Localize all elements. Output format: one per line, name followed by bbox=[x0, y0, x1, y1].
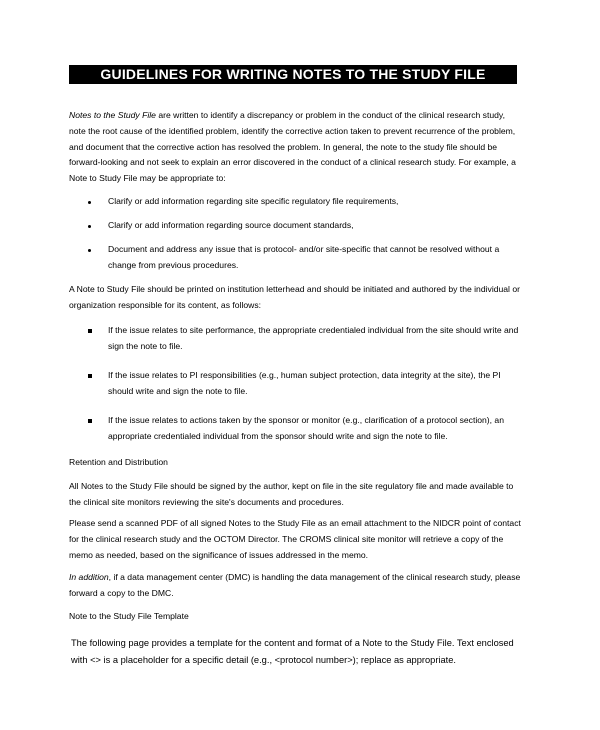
bullet-square-icon bbox=[88, 323, 100, 339]
document-page: GUIDELINES FOR WRITING NOTES TO THE STUDY FILE Notes to the Study File are written to identify a discrepancy or problem in the conduct of the clinical research study, note the root cause of the identified problem, identify the corrective action taken to prevent recurrence of the problem, and document that the corrective action has resolved the problem. In general, the note to the study file should be forward-looking and not seek to explain an error discovered in the conduct of a clinical research study. For example, a Note to Study File may be appropriate to: Clarify or add information regarding site specific regulatory file requirements, Clarify or add information regarding source document standards, Document and address any issue that is protocol- and/or site-specific that cannot be resolved without a change from previous procedures. A Note to Study File should be printed on institution letterhead and should be initiated and authored by the individual or organization responsible for its content, as follows: If the issue relates to site performance, the appropriate credentialed individual from the site should write and sign the note to file. If the issue relates to PI responsibilities (e.g., human subject protection, data integrity at the site), the PI should write and sign the note to file. If the issue relates to actions taken by the sponsor or monitor (e.g., clarification of a protocol section), an appropriate credentialed individual from the sponsor should write and sign the note to file. Retention and Distribution All Notes to the Study File should be signed by the author, kept on file in the site regulatory file and made available to the clinical site monitors reviewing the site's documents and procedures. Please send a scanned PDF of all signed Notes to the Study File as an email attachment to the NIDCR point of contact for the clinical research study and the OCTOM Director. The CROMS clinical site monitor will retrieve a copy of the memo as needed, based on the significance of issues addressed in the memo. In addition, if a data management center (DMC) is handling the data management of the clinical research study, please forward a copy to the DMC. Note to the Study File Template The following page provides a template for the content and format of a Note to the Study File. Text enclosed with <> is a placeholder for a specific detail (e.g., <protocol number>); replace as appropriate. bbox=[0, 0, 600, 730]
document-title: GUIDELINES FOR WRITING NOTES TO THE STUDY FILE bbox=[69, 65, 517, 84]
bullet-dot-icon bbox=[88, 218, 100, 234]
retention-heading: Retention and Distribution bbox=[69, 457, 168, 467]
dmc-italic-lead: In addition bbox=[69, 572, 109, 582]
bullet-square-icon bbox=[88, 413, 100, 429]
intro-paragraph bbox=[69, 108, 524, 187]
bullet-dot-icon bbox=[88, 194, 100, 210]
intro-text: are written to identify a discrepancy or problem in the conduct of the clinical research study, note the root cause of the identified problem, identify the corrective action taken to prevent recurrence of the problem, and document that the corrective action has resolved the problem. In general, the note to the study file should be forward-looking and not seek to explain an error discovered in the conduct of a clinical research study. For example, a Note to Study File may be appropriate to: bbox=[69, 110, 516, 184]
dmc-paragraph bbox=[69, 570, 524, 602]
intro-italic-lead: Notes to the Study File bbox=[69, 110, 156, 120]
template-heading: Note to the Study File Template bbox=[69, 611, 189, 621]
scanned-pdf-paragraph: Please send a scanned PDF of all signed Notes to the Study File as an email attachment to the NIDCR point of contact for the clinical research study and the OCTOM Director. The CROMS clinical site monitor will retrieve a copy of the memo as needed, based on the significance of issues addressed in the memo. bbox=[69, 518, 521, 560]
letterhead-paragraph: A Note to Study File should be printed on institution letterhead and should be initiated and authored by the individual or organization responsible for its content, as follows: bbox=[69, 284, 520, 310]
bullet-dot-icon bbox=[88, 242, 100, 258]
bullet-square-icon bbox=[88, 368, 100, 384]
retention-paragraph: All Notes to the Study File should be signed by the author, kept on file in the site regulatory file and made available to the clinical site monitors reviewing the site's documents and procedures. bbox=[69, 481, 514, 507]
dmc-text: , if a data management center (DMC) is handling the data management of the clinical research study, please forward a copy to the DMC. bbox=[69, 572, 521, 598]
template-paragraph: The following page provides a template for the content and format of a Note to the Study File. Text enclosed with <> is a placeholder for a specific detail (e.g., <protocol number>); replace as appropriate. bbox=[71, 638, 514, 665]
